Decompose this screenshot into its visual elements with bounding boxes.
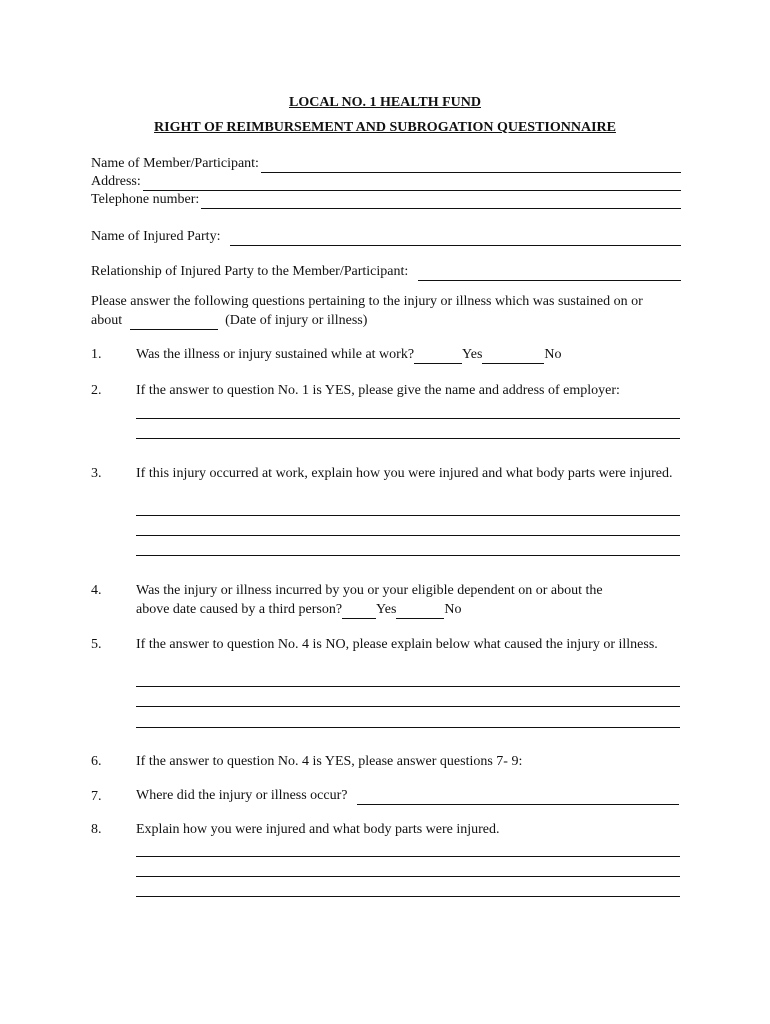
telephone-label: Telephone number: (91, 192, 200, 207)
fund-name-heading: LOCAL NO. 1 HEALTH FUND (288, 95, 481, 110)
member-name-row (91, 155, 681, 173)
q7-row (136, 787, 679, 805)
q3-answer-line[interactable] (136, 535, 680, 536)
q5-text: If the answer to question No. 4 is NO, please explain below what caused the injury or illness. (136, 637, 658, 652)
injury-date-field[interactable] (130, 315, 218, 330)
q4-yes-blank[interactable] (342, 604, 376, 619)
q8-answer-line[interactable] (136, 896, 680, 897)
q1-text: Was the illness or injury sustained while at work? (136, 347, 415, 362)
q8-text: Explain how you were injured and what body parts were injured. (136, 822, 500, 837)
q2-answer-line[interactable] (136, 418, 680, 419)
q1-number: 1. (91, 347, 102, 362)
q5-number: 5. (91, 637, 102, 652)
q6-text: If the answer to question No. 4 is YES, please answer questions 7- 9: (136, 754, 523, 769)
q4-no-label: No (444, 602, 462, 617)
q7-answer-field[interactable] (357, 790, 679, 805)
member-name-label: Name of Member/Participant: (91, 156, 259, 171)
q4-yes-label: Yes (376, 602, 397, 617)
q2-answer-line[interactable] (136, 438, 680, 439)
injured-party-field[interactable] (230, 231, 681, 246)
q1-no-label: No (544, 347, 562, 362)
about-label: about (91, 313, 123, 328)
q3-answer-line[interactable] (136, 555, 680, 556)
q7-number: 7. (91, 789, 102, 804)
injured-party-label: Name of Injured Party: (91, 229, 221, 244)
q4-line1: Was the injury or illness incurred by you or your eligible dependent on or about the (136, 583, 603, 598)
address-label: Address: (91, 174, 141, 189)
q7-text: Where did the injury or illness occur? (136, 788, 348, 803)
q4-line2: above date caused by a third person? (136, 602, 343, 617)
member-name-field[interactable] (261, 158, 681, 173)
relationship-row (91, 263, 681, 281)
telephone-row (91, 191, 681, 209)
address-field[interactable] (143, 176, 681, 191)
q3-number: 3. (91, 466, 102, 481)
q3-answer-line[interactable] (136, 515, 680, 516)
address-row (91, 173, 681, 191)
q5-answer-line[interactable] (136, 686, 680, 687)
q2-text: If the answer to question No. 1 is YES, please give the name and address of employer: (136, 383, 620, 398)
q1-yes-blank[interactable] (414, 349, 462, 364)
q4-number: 4. (91, 583, 102, 598)
q4-no-blank[interactable] (396, 604, 444, 619)
relationship-label: Relationship of Injured Party to the Member/Participant: (91, 264, 409, 279)
q5-answer-line[interactable] (136, 706, 680, 707)
form-title: RIGHT OF REIMBURSEMENT AND SUBROGATION QUESTIONNAIRE (154, 120, 616, 135)
intro-date-row (91, 311, 681, 330)
q1-row (136, 345, 681, 364)
q1-no-blank[interactable] (482, 349, 544, 364)
intro-line: Please answer the following questions pertaining to the injury or illness which was sustained on or (91, 294, 643, 309)
date-note: (Date of injury or illness) (225, 313, 368, 328)
q3-text: If this injury occurred at work, explain how you were injured and what body parts were injured. (136, 466, 673, 481)
telephone-field[interactable] (201, 194, 681, 209)
q8-answer-line[interactable] (136, 876, 680, 877)
q2-number: 2. (91, 383, 102, 398)
q6-number: 6. (91, 754, 102, 769)
injured-party-row (91, 228, 681, 246)
q5-answer-line[interactable] (136, 727, 680, 728)
q8-number: 8. (91, 822, 102, 837)
q8-answer-line[interactable] (136, 856, 680, 857)
q4-line2-row (136, 600, 681, 619)
relationship-field[interactable] (418, 266, 681, 281)
q1-yes-label: Yes (462, 347, 483, 362)
